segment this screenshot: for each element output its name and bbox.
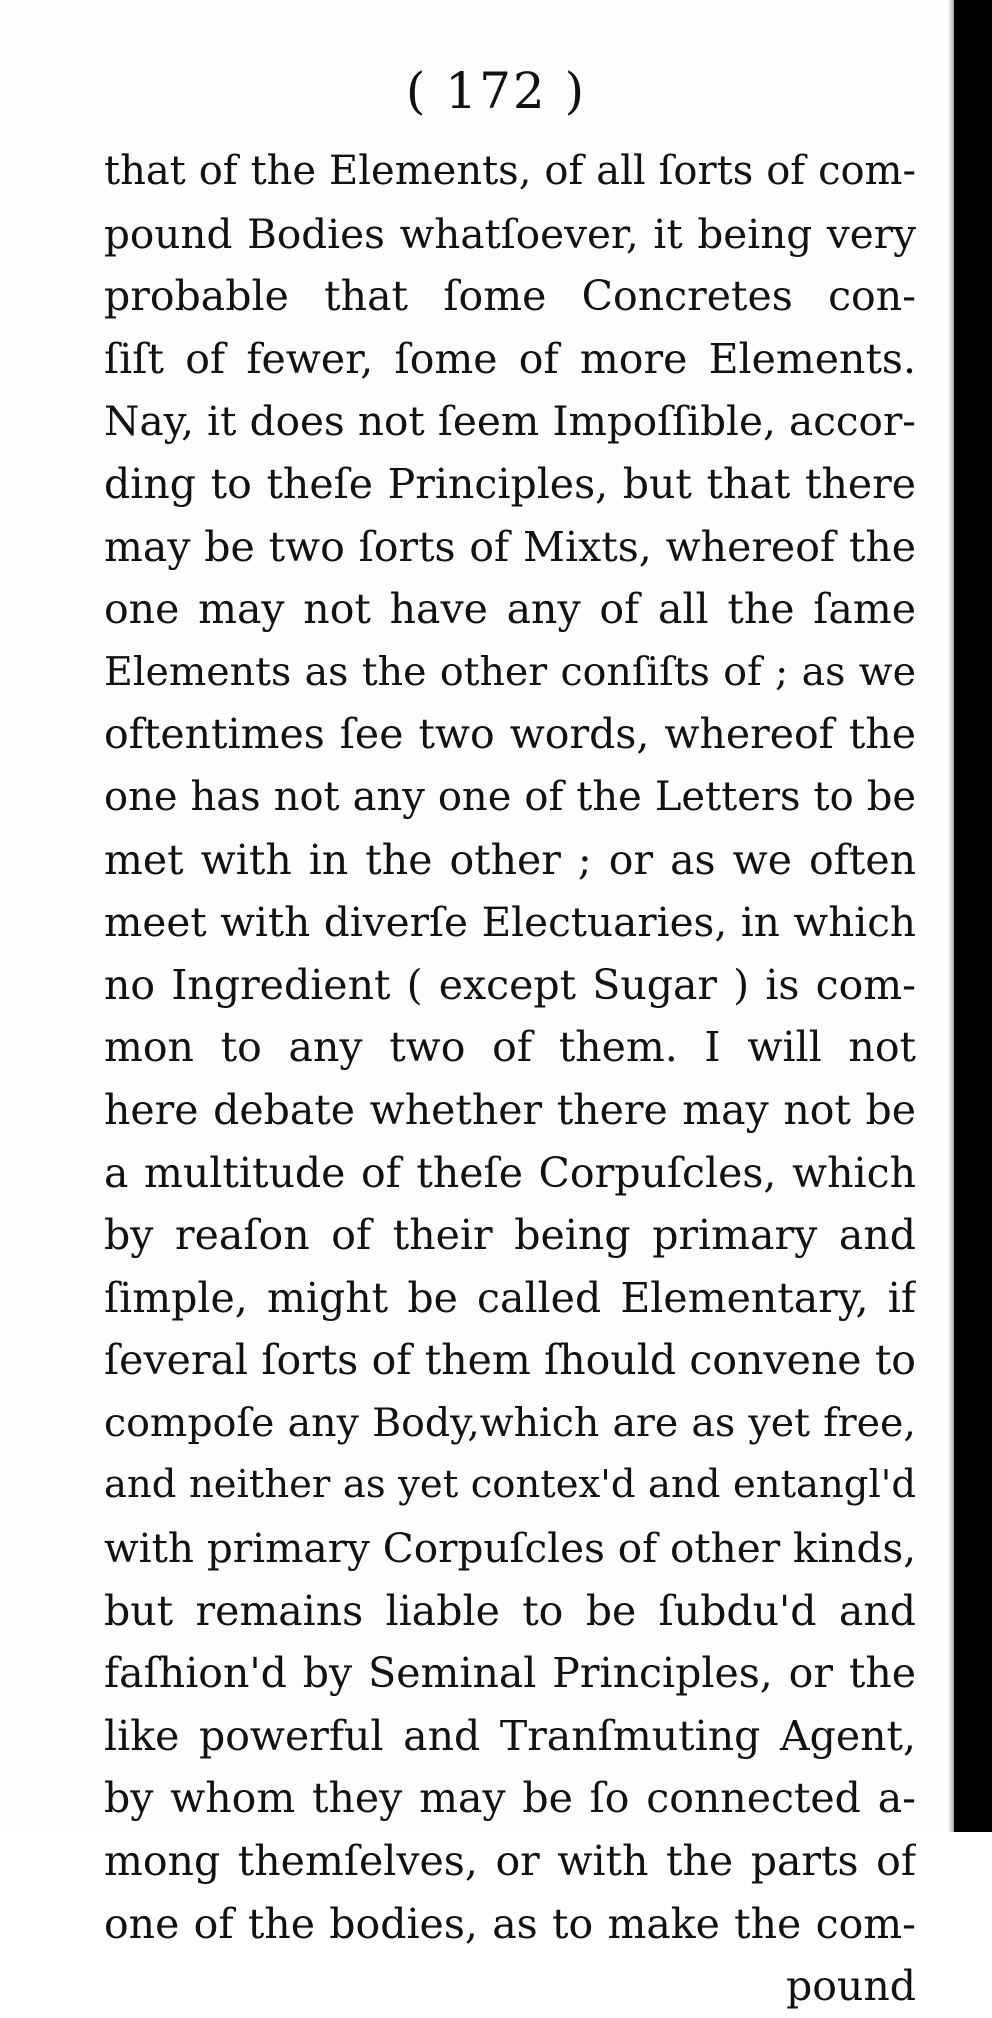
text-line: that of the Elements, of all ſorts of com- bbox=[104, 148, 916, 194]
page-body-text bbox=[104, 140, 916, 2018]
text-line: like powerful and Tranſmuting Agent, bbox=[104, 1711, 916, 1760]
text-line: ding to theſe Principles, but that there bbox=[104, 459, 916, 508]
text-line: mon to any two of them. I will not bbox=[104, 1023, 916, 1072]
text-line: but remains liable to be ſubdu'd and bbox=[104, 1586, 916, 1635]
page-number: ( 172 ) bbox=[405, 62, 587, 120]
text-line: ſiſt of fewer, ſome of more Elements. bbox=[104, 334, 916, 383]
text-line: may be two ſorts of Mixts, whereof the bbox=[104, 522, 916, 571]
catchword: pound bbox=[786, 1962, 916, 2011]
text-line: and neither as yet contex'd and entangl'd bbox=[104, 1462, 916, 1508]
text-line: here debate whether there may not be bbox=[104, 1085, 916, 1134]
text-line: a multitude of theſe Corpuſcles, which bbox=[104, 1148, 916, 1197]
text-line: met with in the other ; or as we often bbox=[104, 835, 916, 884]
text-line: with primary Corpuſcles of other kinds, bbox=[104, 1524, 916, 1573]
text-line: meet with diverſe Electuaries, in which bbox=[104, 898, 916, 947]
text-line: by reaſon of their being primary and bbox=[104, 1211, 916, 1260]
text-line: compoſe any Body,which are as yet free, bbox=[104, 1399, 916, 1446]
text-line: one of the bodies, as to make the com- bbox=[104, 1899, 916, 1948]
text-line: by whom they may be ſo connected a- bbox=[104, 1774, 916, 1823]
text-line: ſeveral ſorts of them ſhould convene to bbox=[104, 1336, 916, 1385]
text-line: Nay, it does not ſeem Impoſſible, accor- bbox=[104, 397, 916, 446]
text-line: faſhion'd by Seminal Principles, or the bbox=[104, 1649, 916, 1698]
text-line: oftentimes ſee two words, whereof the bbox=[104, 710, 916, 759]
text-line: pound Bodies whatſoever, it being very bbox=[104, 209, 916, 258]
text-line: Elements as the other conſiſts of ; as we bbox=[104, 648, 916, 695]
text-line: one has not any one of the Letters to be bbox=[104, 773, 916, 820]
text-line: probable that ſome Concretes con- bbox=[104, 272, 916, 321]
text-line: mong themſelves, or with the parts of bbox=[104, 1837, 916, 1886]
text-line: ſimple, might be called Elementary, if bbox=[104, 1273, 916, 1322]
scan-edge bbox=[954, 0, 992, 1832]
text-line: one may not have any of all the ſame bbox=[104, 585, 916, 634]
text-line: no Ingredient ( except Sugar ) is com- bbox=[104, 960, 916, 1009]
